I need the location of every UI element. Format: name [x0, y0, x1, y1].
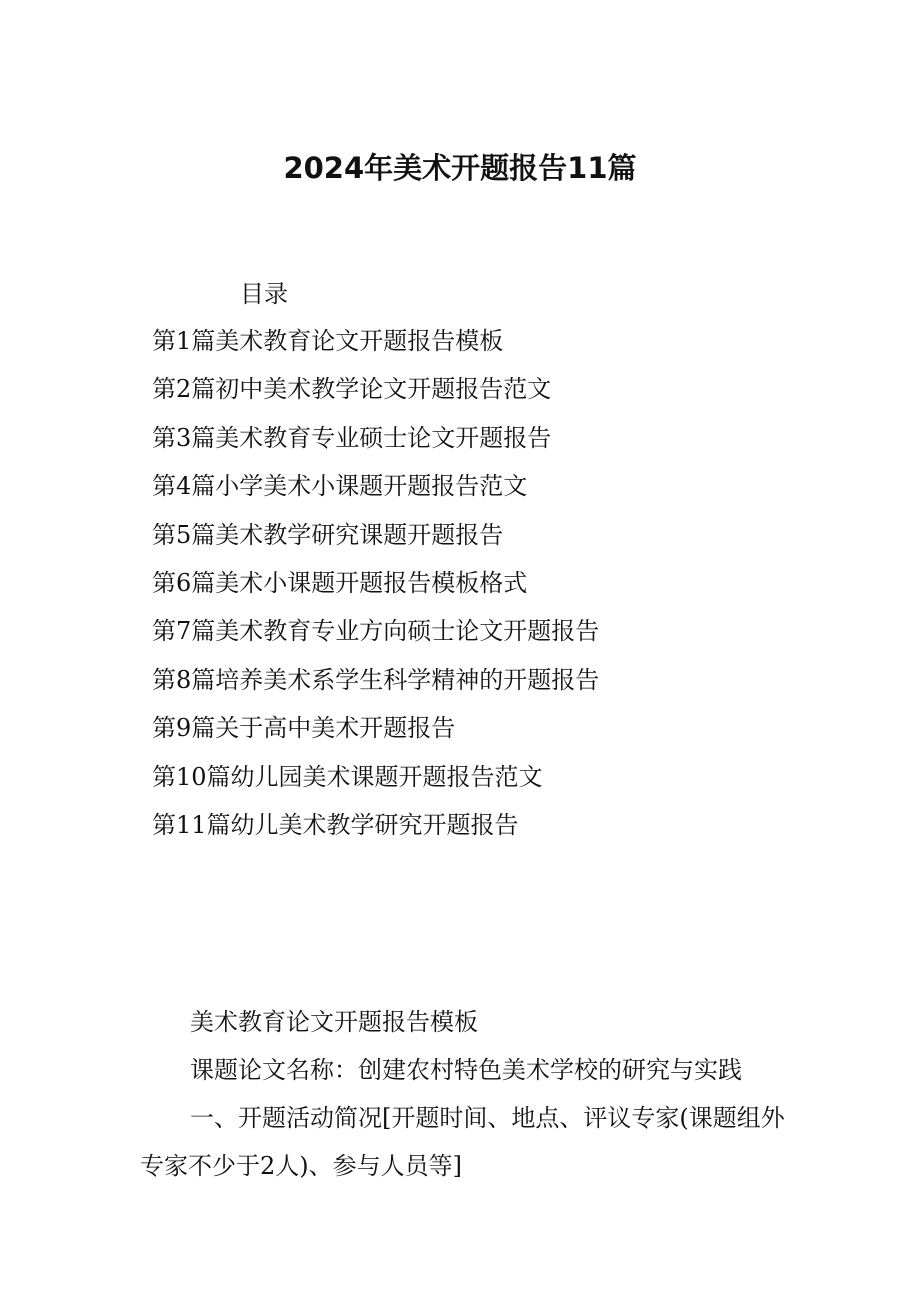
toc-item: 第10篇幼儿园美术课题开题报告范文: [152, 762, 543, 791]
body-paragraph: 一、开题活动简况[开题时间、地点、评议专家(课题组外专家不少于2人)、参与人员等]: [140, 1104, 785, 1180]
toc-item: 第7篇美术教育专业方向硕士论文开题报告: [152, 617, 600, 646]
table-of-contents: [152, 323, 599, 855]
toc-item: 第3篇美术教育专业硕士论文开题报告: [152, 423, 552, 452]
toc-item: 第8篇培养美术系学生科学精神的开题报告: [152, 665, 600, 694]
document-title: 2024年美术开题报告11篇: [283, 151, 637, 185]
toc-item: 第2篇初中美术教学论文开题报告范文: [152, 375, 552, 404]
toc-item: 第5篇美术教学研究课题开题报告: [152, 520, 504, 549]
toc-item: 第1篇美术教育论文开题报告模板: [152, 327, 504, 355]
toc-item: 第11篇幼儿美术教学研究开题报告: [152, 810, 519, 839]
toc-item: 第6篇美术小课题开题报告模板格式: [152, 568, 528, 597]
section-title: 美术教育论文开题报告模板: [190, 1008, 478, 1036]
body-paragraph: 课题论文名称：创建农村特色美术学校的研究与实践: [190, 1056, 742, 1084]
document-body: [140, 998, 790, 1190]
toc-item: 第9篇关于高中美术开题报告: [152, 714, 456, 743]
toc-heading: 目录: [240, 280, 288, 308]
toc-item: 第4篇小学美术小课题开题报告范文: [152, 472, 528, 501]
